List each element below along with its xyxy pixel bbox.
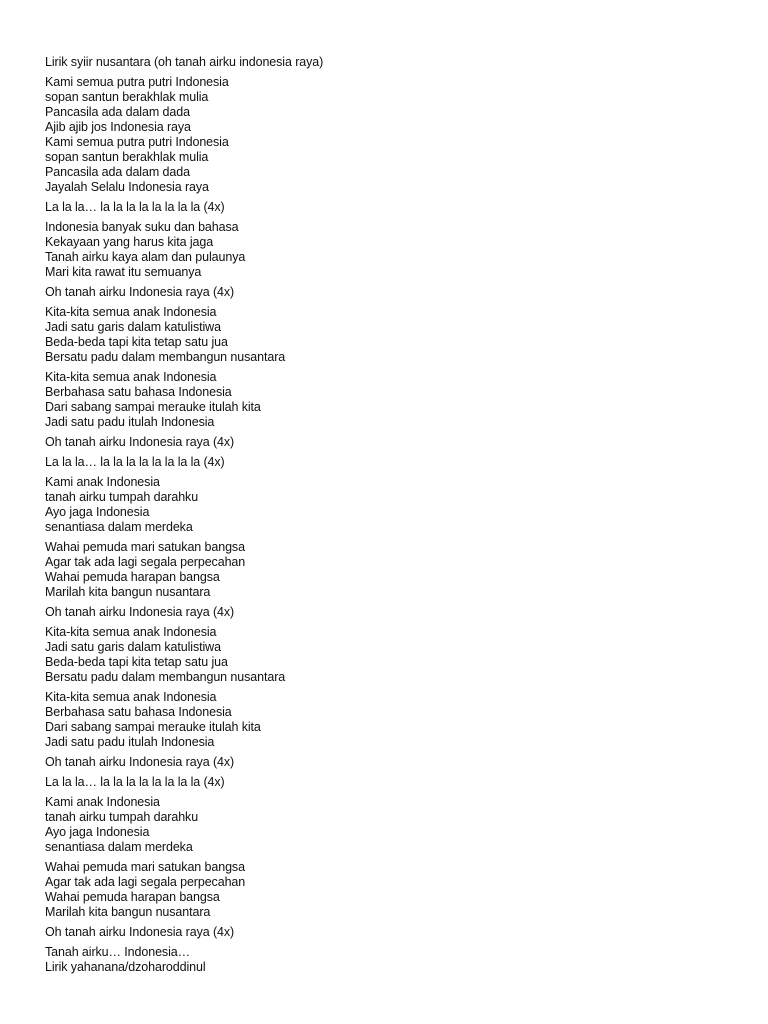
lyric-line: sopan santun berakhlak mulia (45, 90, 209, 104)
lyric-line: Agar tak ada lagi segala perpecahan (45, 555, 246, 569)
lyric-line: Mari kita rawat itu semuanya (45, 265, 202, 279)
lyric-line: Jadi satu padu itulah Indonesia (45, 415, 215, 429)
lyric-line: Kita-kita semua anak Indonesia (45, 625, 217, 639)
lyric-line: Dari sabang sampai merauke itulah kita (45, 720, 261, 734)
stanza (45, 625, 735, 685)
lyrics-document (45, 55, 735, 980)
stanza (45, 690, 735, 750)
lyric-line: Wahai pemuda mari satukan bangsa (45, 860, 245, 874)
lyric-line: Tanah airku kaya alam dan pulaunya (45, 250, 246, 264)
lyric-line: Marilah kita bangun nusantara (45, 905, 211, 919)
lyric-line: Kita-kita semua anak Indonesia (45, 305, 217, 319)
lyric-line: Marilah kita bangun nusantara (45, 585, 211, 599)
lyric-line: Pancasila ada dalam dada (45, 165, 190, 179)
lyric-line: Oh tanah airku Indonesia raya (4x) (45, 285, 235, 299)
stanza (45, 860, 735, 920)
stanza (45, 220, 735, 280)
stanza (45, 75, 735, 195)
stanza (45, 755, 735, 770)
lyric-line: Beda-beda tapi kita tetap satu jua (45, 335, 228, 349)
lyric-line: La la la… la la la la la la la la (4x) (45, 775, 225, 789)
lyric-line: Kita-kita semua anak Indonesia (45, 370, 217, 384)
lyric-line: Kekayaan yang harus kita jaga (45, 235, 214, 249)
lyric-line: Agar tak ada lagi segala perpecahan (45, 875, 246, 889)
lyric-line: Indonesia banyak suku dan bahasa (45, 220, 239, 234)
lyric-line: Beda-beda tapi kita tetap satu jua (45, 655, 228, 669)
lyric-line: Oh tanah airku Indonesia raya (4x) (45, 435, 235, 449)
stanza (45, 455, 735, 470)
stanza (45, 370, 735, 430)
lyric-line: senantiasa dalam merdeka (45, 520, 193, 534)
lyric-line: Jadi satu garis dalam katulistiwa (45, 320, 221, 334)
lyric-line: La la la… la la la la la la la la (4x) (45, 455, 225, 469)
lyric-line: tanah airku tumpah darahku (45, 490, 199, 504)
lyric-line: La la la… la la la la la la la la (4x) (45, 200, 225, 214)
lyric-line: Dari sabang sampai merauke itulah kita (45, 400, 261, 414)
stanza (45, 945, 735, 975)
lyric-line: sopan santun berakhlak mulia (45, 150, 209, 164)
lyric-line: Ayo jaga Indonesia (45, 505, 150, 519)
stanza (45, 605, 735, 620)
lyric-line: Wahai pemuda mari satukan bangsa (45, 540, 245, 554)
lyric-line: Jadi satu garis dalam katulistiwa (45, 640, 221, 654)
lyric-line: Oh tanah airku Indonesia raya (4x) (45, 605, 235, 619)
stanza (45, 475, 735, 535)
lyric-line: Jayalah Selalu Indonesia raya (45, 180, 209, 194)
lyric-line: Berbahasa satu bahasa Indonesia (45, 705, 232, 719)
lyric-line: Oh tanah airku Indonesia raya (4x) (45, 755, 235, 769)
lyric-line: Kita-kita semua anak Indonesia (45, 690, 217, 704)
stanza (45, 285, 735, 300)
lyrics-body (45, 75, 735, 975)
lyric-line: Tanah airku… Indonesia… (45, 945, 191, 959)
lyric-line: Ayo jaga Indonesia (45, 825, 150, 839)
lyric-line: Kami semua putra putri Indonesia (45, 75, 229, 89)
document-title: Lirik syiir nusantara (oh tanah airku indonesia raya) (45, 55, 324, 69)
lyric-line: Lirik yahanana/dzoharoddinul (45, 960, 206, 974)
lyric-line: senantiasa dalam merdeka (45, 840, 193, 854)
lyric-line: Jadi satu padu itulah Indonesia (45, 735, 215, 749)
lyric-line: Bersatu padu dalam membangun nusantara (45, 670, 286, 684)
lyric-line: Berbahasa satu bahasa Indonesia (45, 385, 232, 399)
stanza (45, 200, 735, 215)
stanza (45, 925, 735, 940)
stanza (45, 435, 735, 450)
stanza (45, 540, 735, 600)
lyric-line: Wahai pemuda harapan bangsa (45, 570, 220, 584)
stanza (45, 305, 735, 365)
stanza (45, 775, 735, 790)
lyric-line: Pancasila ada dalam dada (45, 105, 190, 119)
lyric-line: Kami anak Indonesia (45, 475, 160, 489)
stanza (45, 795, 735, 855)
lyric-line: Kami semua putra putri Indonesia (45, 135, 229, 149)
lyric-line: Kami anak Indonesia (45, 795, 160, 809)
lyric-line: Wahai pemuda harapan bangsa (45, 890, 220, 904)
lyric-line: Oh tanah airku Indonesia raya (4x) (45, 925, 235, 939)
lyric-line: Bersatu padu dalam membangun nusantara (45, 350, 286, 364)
lyric-line: tanah airku tumpah darahku (45, 810, 199, 824)
lyric-line: Ajib ajib jos Indonesia raya (45, 120, 191, 134)
